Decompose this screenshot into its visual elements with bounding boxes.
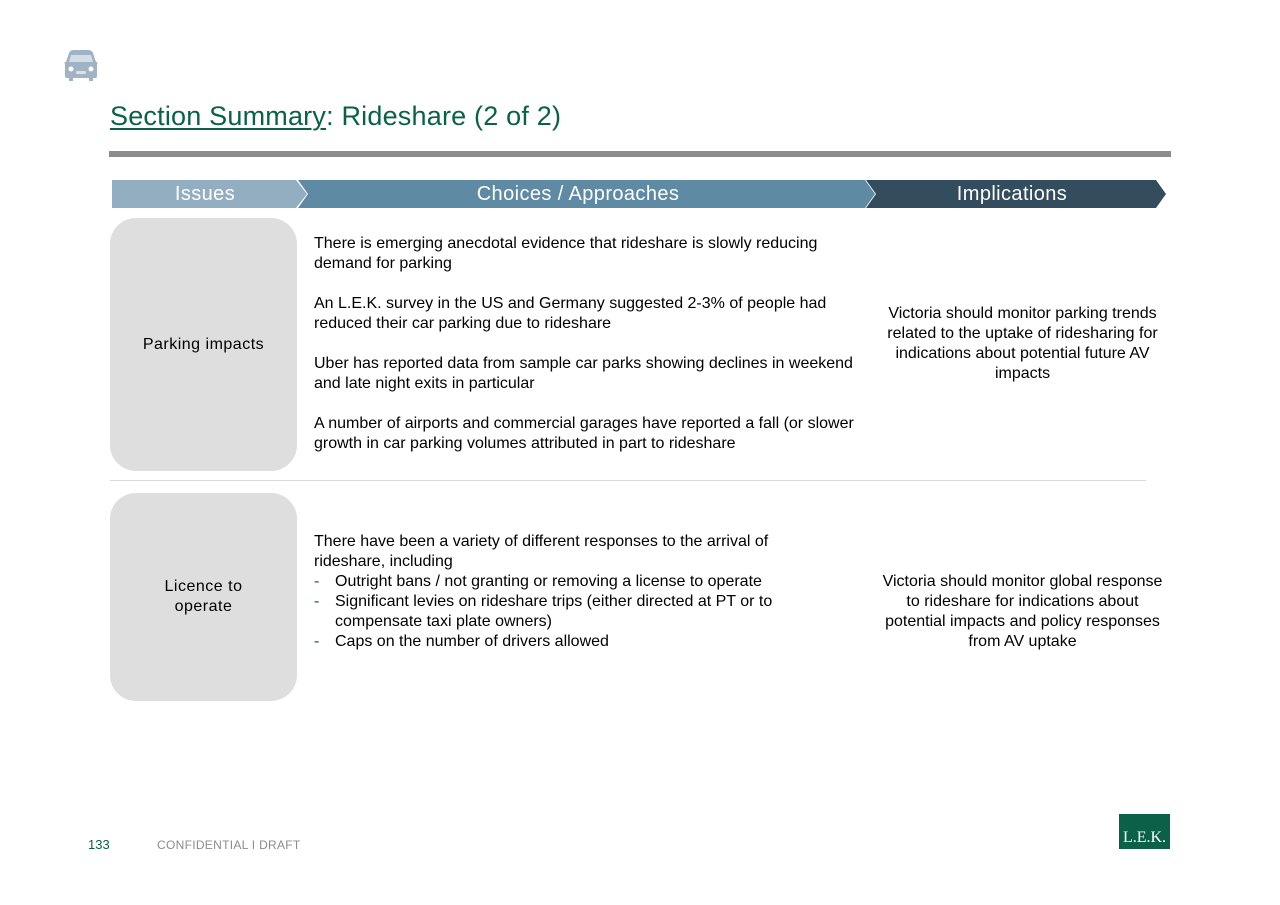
choices-header: Choices / Approaches — [476, 183, 680, 205]
row-divider — [110, 480, 1146, 481]
page-number: 133 — [88, 837, 110, 852]
issue-box-parking — [110, 218, 297, 471]
page-title-text: : Rideshare (2 of 2) — [326, 101, 562, 131]
page-title — [110, 101, 561, 132]
bullet-dash: - — [314, 633, 320, 650]
car-icon — [62, 47, 100, 83]
bullet-dash: - — [314, 573, 320, 590]
choice-text: There is emerging anecdotal evidence that rideshare is slowly reducing demand for parking — [314, 235, 818, 272]
issue-label: Parking impacts — [142, 335, 265, 353]
section-summary-link[interactable]: Section Summary — [110, 101, 327, 131]
implications-header: Implications — [956, 183, 1068, 205]
bullet-text: Caps on the number of drivers allowed — [335, 633, 609, 650]
choice-text: A number of airports and commercial garages have reported a fall (or slower growth in car parking volumes attributed in part to rideshare — [314, 415, 854, 452]
list-item — [314, 572, 834, 592]
bullet-text: Significant levies on rideshare trips (either directed at PT or to compensate taxi plate owners) — [335, 593, 773, 630]
implication-licence: Victoria should monitor global response to rideshare for indications about potential impacts and policy responses from AV uptake — [882, 573, 1163, 650]
lek-logo — [1119, 814, 1170, 849]
choices-parking — [314, 234, 864, 454]
choice-intro: There have been a variety of different responses to the arrival of rideshare, including — [314, 533, 769, 570]
issue-box-licence — [110, 493, 297, 701]
confidential-label: CONFIDENTIAL I DRAFT — [157, 838, 301, 852]
choice-text: An L.E.K. survey in the US and Germany suggested 2-3% of people had reduced their car parking due to rideshare — [314, 295, 827, 332]
implication-parking: Victoria should monitor parking trends related to the uptake of ridesharing for indications about potential future AV impacts — [887, 305, 1158, 382]
bullet-dash: - — [314, 593, 320, 610]
list-item — [314, 592, 834, 632]
logo-text: L.E.K. — [1122, 829, 1167, 846]
list-item — [314, 632, 834, 652]
issue-label: Licence to operate — [164, 578, 243, 615]
choice-bullets — [314, 572, 834, 652]
title-divider — [109, 151, 1171, 157]
bullet-text: Outright bans / not granting or removing a license to operate — [335, 573, 762, 590]
choices-licence — [314, 532, 834, 652]
issues-header: Issues — [174, 183, 236, 205]
choice-text: Uber has reported data from sample car parks showing declines in weekend and late night exits in particular — [314, 355, 853, 392]
